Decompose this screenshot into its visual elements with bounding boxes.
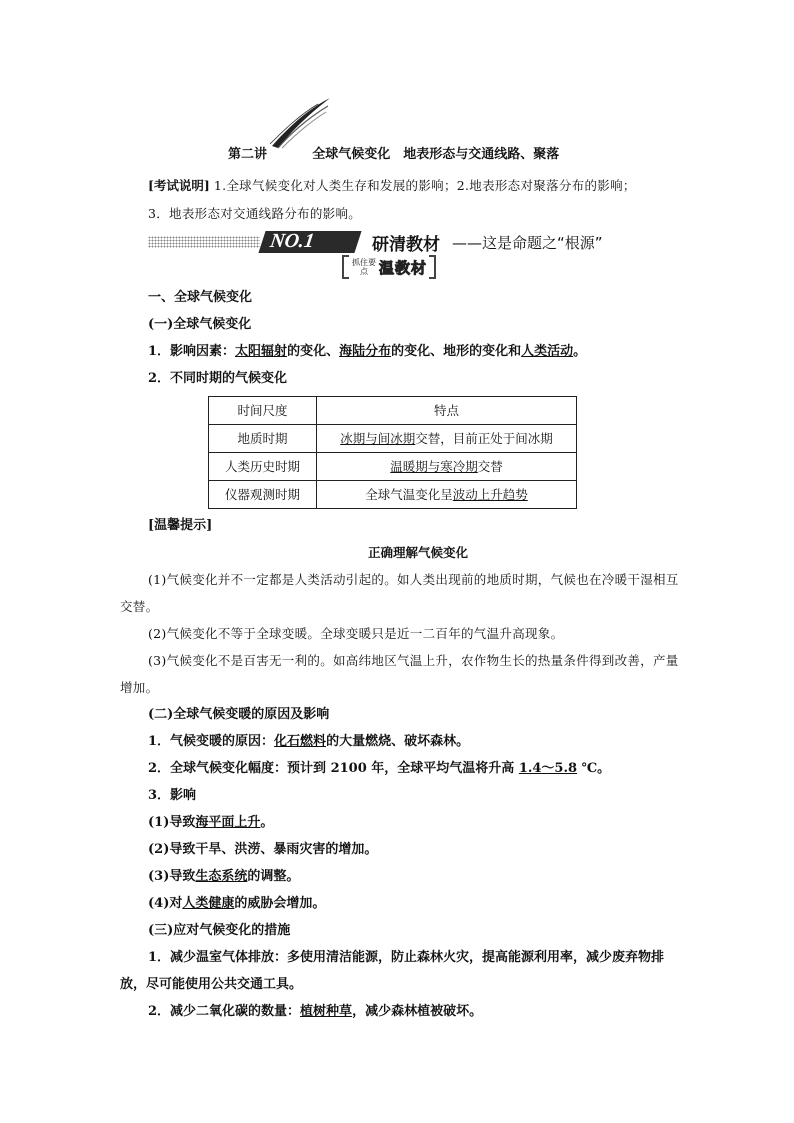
- impact-item: [148, 809, 688, 836]
- feature-text: 交替，目前正处于间冰期: [415, 431, 553, 446]
- table-header: 时间尺度: [209, 397, 317, 425]
- impact-item: [148, 890, 688, 917]
- periods-heading: 2．不同时期的气候变化: [148, 371, 288, 386]
- impact-prefix: (4)对: [148, 896, 183, 911]
- exam-description: [148, 172, 688, 228]
- subsection-heading-3: (三)应对气候变化的措施: [148, 923, 291, 938]
- hint-2: [120, 620, 688, 647]
- factor-solar: 太阳辐射: [235, 344, 288, 359]
- hint-title: 正确理解气候变化: [367, 545, 468, 560]
- causes-prefix: 1．气候变暖的原因：: [148, 734, 275, 749]
- review-badge: [342, 256, 436, 278]
- impact-item: [148, 863, 688, 890]
- subsection-heading-1: (一)全球气候变化: [148, 317, 252, 332]
- measure-2-prefix: 2．减少二氧化碳的数量：: [148, 1004, 301, 1019]
- feature-underlined: 温暖期与寒冷期: [390, 459, 478, 474]
- hint-label: [温馨提示]: [148, 518, 213, 533]
- swoosh-logo-icon: [268, 96, 332, 150]
- impact-suffix: 的调整。: [247, 869, 300, 884]
- feature-underlined: 冰期与间冰期: [340, 431, 416, 446]
- badge-small-text: 抓住要点: [352, 258, 376, 276]
- hint-1-text: (1)气候变化并不一定都是人类活动引起的。如人类出现前的地质时期，气候也在冷暖干湿相互交替。: [120, 572, 679, 614]
- badge-big-text: 温教材: [379, 258, 428, 277]
- banner-main-title: 研清教材: [372, 235, 440, 255]
- banner-subtitle: ——这是命题之“根源”: [452, 234, 603, 252]
- range-unit: ℃。: [577, 761, 611, 776]
- banner-number: NO.1: [268, 230, 316, 252]
- badge-right-bracket: [429, 255, 436, 279]
- section-heading-1: 一、全球气候变化: [148, 290, 253, 305]
- feature-text: 全球气温变化呈: [365, 487, 453, 502]
- impact-item: (2)导致干旱、洪涝、暴雨灾害的增加。: [148, 842, 378, 857]
- banner-number-block: [258, 231, 361, 253]
- hint-3: [120, 647, 688, 701]
- influence-text-3: 。: [573, 344, 587, 359]
- table-cell-feature: [317, 425, 577, 453]
- warming-causes: [148, 728, 688, 755]
- feature-underlined: 波动上升趋势: [452, 487, 528, 502]
- chapter-number: 第二讲: [228, 147, 268, 162]
- impact-ecosystem: 生态系统: [195, 869, 248, 884]
- factor-land-sea: 海陆分布: [339, 344, 392, 359]
- influence-factors: [148, 338, 688, 365]
- impact-sea-level: 海平面上升: [195, 815, 261, 830]
- impacts-heading: 3．影响: [148, 788, 197, 803]
- measure-2: [148, 998, 688, 1025]
- measure-1: [120, 944, 688, 998]
- table-row: [209, 425, 577, 453]
- table-cell-scale: 地质时期: [209, 425, 317, 453]
- table-cell-scale: 人类历史时期: [209, 453, 317, 481]
- warming-range: [148, 755, 688, 782]
- cause-fossil-fuel: 化石燃料: [274, 734, 327, 749]
- hint-3-text: (3)气候变化不是百害无一利的。如高纬地区气温上升，农作物生长的热量条件得到改善，产量增加。: [120, 653, 679, 695]
- badge-left-bracket: [342, 255, 349, 279]
- climate-periods-table: [208, 396, 577, 509]
- exam-line-1: 1.全球气候变化对人类生存和发展的影响；2.地表形态对聚落分布的影响；: [213, 178, 636, 193]
- measure-planting: 植树种草: [300, 1004, 353, 1019]
- subsection-heading-2: (二)全球气候变暖的原因及影响: [148, 707, 330, 722]
- table-cell-scale: 仪器观测时期: [209, 481, 317, 509]
- impact-prefix: (3)导致: [148, 869, 196, 884]
- table-header-row: [209, 397, 577, 425]
- chapter-topic: 全球气候变化 地表形态与交通线路、聚落: [312, 147, 560, 162]
- impact-suffix: 的威胁会增加。: [234, 896, 326, 911]
- banner-dot-pattern: [148, 236, 260, 248]
- main-content: [120, 284, 688, 1025]
- feature-text: 交替: [477, 459, 503, 474]
- table-row: [209, 453, 577, 481]
- measure-2-text: ，减少森林植被破坏。: [352, 1004, 483, 1019]
- impact-prefix: (1)导致: [148, 815, 196, 830]
- chapter-title: [228, 143, 559, 162]
- measure-1-text: 1．减少温室气体排放：多使用清洁能源，防止森林火灾，提高能源利用率，减少废弃物排放，尽可能使用公共交通工具。: [120, 950, 665, 992]
- section-banner: [148, 231, 668, 281]
- table-header: 特点: [317, 397, 577, 425]
- range-prefix: 2．全球气候变化幅度：预计到 2100 年，全球平均气温将升高: [148, 761, 519, 776]
- hint-2-text: (2)气候变化不等于全球变暖。全球变暖只是近一二百年的气温升高现象。: [148, 626, 564, 641]
- impact-suffix: 。: [260, 815, 274, 830]
- table-row: [209, 481, 577, 509]
- causes-text: 的大量燃烧、破坏森林。: [326, 734, 470, 749]
- hint-1: [120, 566, 688, 620]
- table-cell-feature: [317, 481, 577, 509]
- exam-label: [考试说明]: [148, 178, 210, 193]
- factor-human: 人类活动: [521, 344, 574, 359]
- table-cell-feature: [317, 453, 577, 481]
- range-value: 1.4～5.8: [518, 761, 578, 776]
- impact-health: 人类健康: [182, 896, 235, 911]
- exam-line-2: 3．地表形态对交通线路分布的影响。: [148, 206, 362, 221]
- influence-text-2: 的变化、地形的变化和: [391, 344, 522, 359]
- influence-text-1: 的变化、: [287, 344, 340, 359]
- influence-prefix: 1．影响因素：: [148, 344, 236, 359]
